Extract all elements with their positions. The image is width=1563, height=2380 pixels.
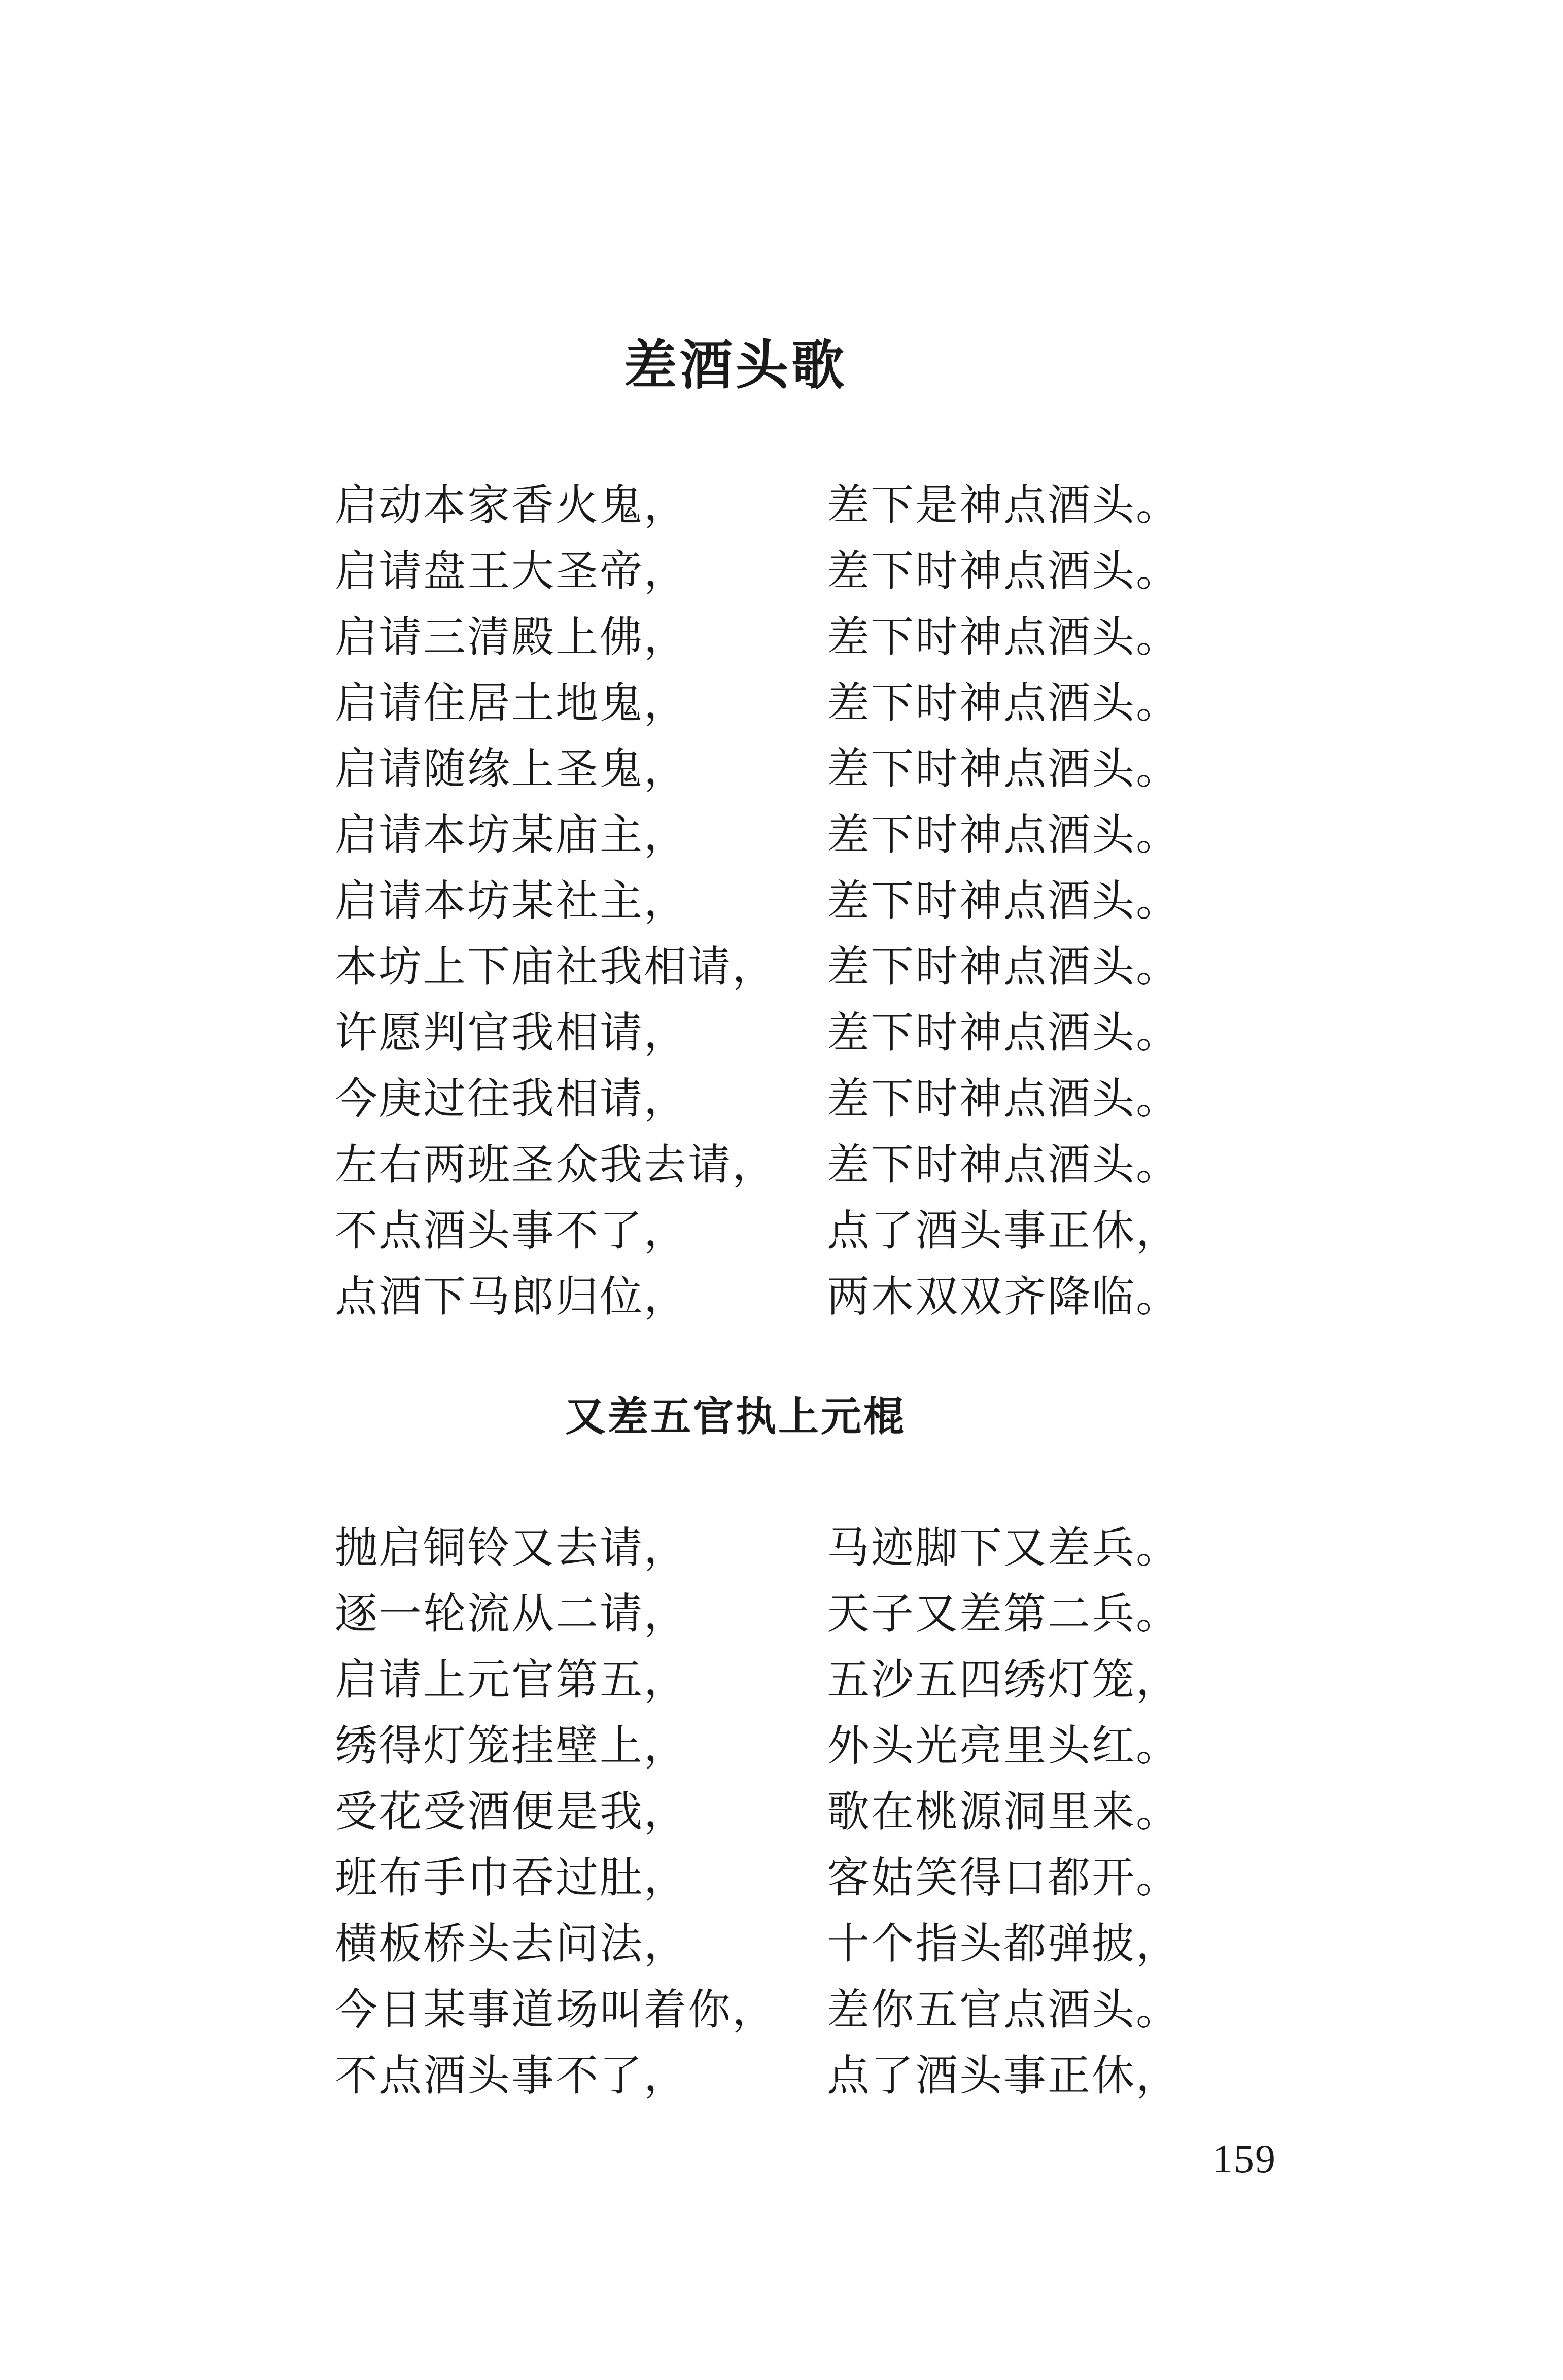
verse-line-right: 差下时神点酒头。: [827, 942, 1180, 992]
verse-line: [335, 1000, 1187, 1066]
verse-line: [335, 868, 1187, 934]
verse-line-right: 差下时神点酒头。: [827, 1140, 1180, 1189]
verse-line-left: 逐一轮流从二请，: [335, 1589, 688, 1639]
verse-line-right: 差下时神点酒头。: [827, 612, 1180, 662]
verse-line-right: 五沙五四绣灯笼，: [827, 1655, 1180, 1705]
verse-line-left: 不点酒头事不了，: [335, 2051, 688, 2100]
verse-line-left: 启请随缘上圣鬼，: [335, 744, 688, 794]
verse-line-right: 马迹脚下又差兵。: [827, 1523, 1180, 1573]
verse-line-right: 差下时神点酒头。: [827, 876, 1180, 926]
verse-line: [335, 604, 1187, 670]
verse-line-right: 差下时神点酒头。: [827, 810, 1180, 860]
verse-line-right: 差下时神点酒头。: [827, 744, 1180, 794]
verse-line: [335, 1845, 1187, 1911]
verse-line-left: 不点酒头事不了，: [335, 1206, 688, 1255]
verse-line: [335, 670, 1187, 736]
verse-line-right: 差下时神点酒头。: [827, 1008, 1180, 1058]
verse-line-right: 十个指头都弹披，: [827, 1919, 1180, 1968]
verse-line-right: 差下是神点酒头。: [827, 480, 1180, 530]
verse-line-left: 启请三清殿上佛，: [335, 612, 688, 662]
verse-line-left: 本坊上下庙社我相请，: [335, 942, 777, 992]
verse-line-left: 启请本坊某社主，: [335, 876, 688, 926]
verse-line-right: 两木双双齐降临。: [827, 1272, 1180, 1321]
verse-line-left: 抛启铜铃又去请，: [335, 1523, 688, 1573]
verse-line: [335, 2043, 1187, 2109]
verse-line-left: 受花受酒便是我，: [335, 1787, 688, 1837]
verse-line-right: 客姑笑得口都开。: [827, 1853, 1180, 1902]
verse-line: [335, 1911, 1187, 1977]
verse-line-right: 外头光亮里头红。: [827, 1721, 1180, 1771]
verse-section-1: [335, 472, 1187, 1330]
verse-line-left: 启请上元官第五，: [335, 1655, 688, 1705]
verse-line-left: 今日某事道场叫着你，: [335, 1985, 777, 2034]
verse-line-left: 启请本坊某庙主，: [335, 810, 688, 860]
verse-line-right: 点了酒头事正休，: [827, 2051, 1180, 2100]
verse-line-right: 天子又差第二兵。: [827, 1589, 1180, 1639]
page-title: 差酒头歌: [623, 334, 847, 396]
section-title: 又差五官执上元棍: [565, 1393, 906, 1440]
verse-line-left: 绣得灯笼挂壁上，: [335, 1721, 688, 1771]
verse-line: [335, 1515, 1187, 1581]
verse-line: [335, 1581, 1187, 1647]
verse-line-right: 差你五官点酒头。: [827, 1985, 1180, 2034]
verse-line: [335, 1264, 1187, 1330]
verse-line-left: 许愿判官我相请，: [335, 1008, 688, 1058]
verse-line-left: 今庚过往我相请，: [335, 1074, 688, 1124]
verse-line-left: 横板桥头去问法，: [335, 1919, 688, 1968]
verse-line: [335, 472, 1187, 538]
verse-line-left: 启请住居土地鬼，: [335, 678, 688, 728]
verse-line: [335, 1779, 1187, 1845]
verse-line-right: 歌在桃源洞里来。: [827, 1787, 1180, 1837]
verse-line-right: 差下时神点酒头。: [827, 678, 1180, 728]
verse-section-2: [335, 1515, 1187, 2109]
verse-line: [335, 1647, 1187, 1713]
verse-line: [335, 934, 1187, 1000]
verse-line-left: 点酒下马郎归位，: [335, 1272, 688, 1321]
verse-line-left: 左右两班圣众我去请，: [335, 1140, 777, 1189]
verse-line: [335, 538, 1187, 604]
verse-line-left: 班布手巾吞过肚，: [335, 1853, 688, 1902]
verse-line-left: 启动本家香火鬼，: [335, 480, 688, 530]
verse-line-right: 差下时神点酒头。: [827, 546, 1180, 596]
verse-line-right: 点了酒头事正休，: [827, 1206, 1180, 1255]
verse-line: [335, 802, 1187, 868]
verse-line: [335, 1132, 1187, 1198]
verse-line: [335, 1713, 1187, 1779]
verse-line: [335, 736, 1187, 802]
verse-line: [335, 1977, 1187, 2043]
page-number: 159: [1212, 2137, 1276, 2182]
verse-line-right: 差下时神点酒头。: [827, 1074, 1180, 1124]
verse-line: [335, 1066, 1187, 1132]
verse-line-left: 启请盘王大圣帝，: [335, 546, 688, 596]
verse-line: [335, 1198, 1187, 1264]
